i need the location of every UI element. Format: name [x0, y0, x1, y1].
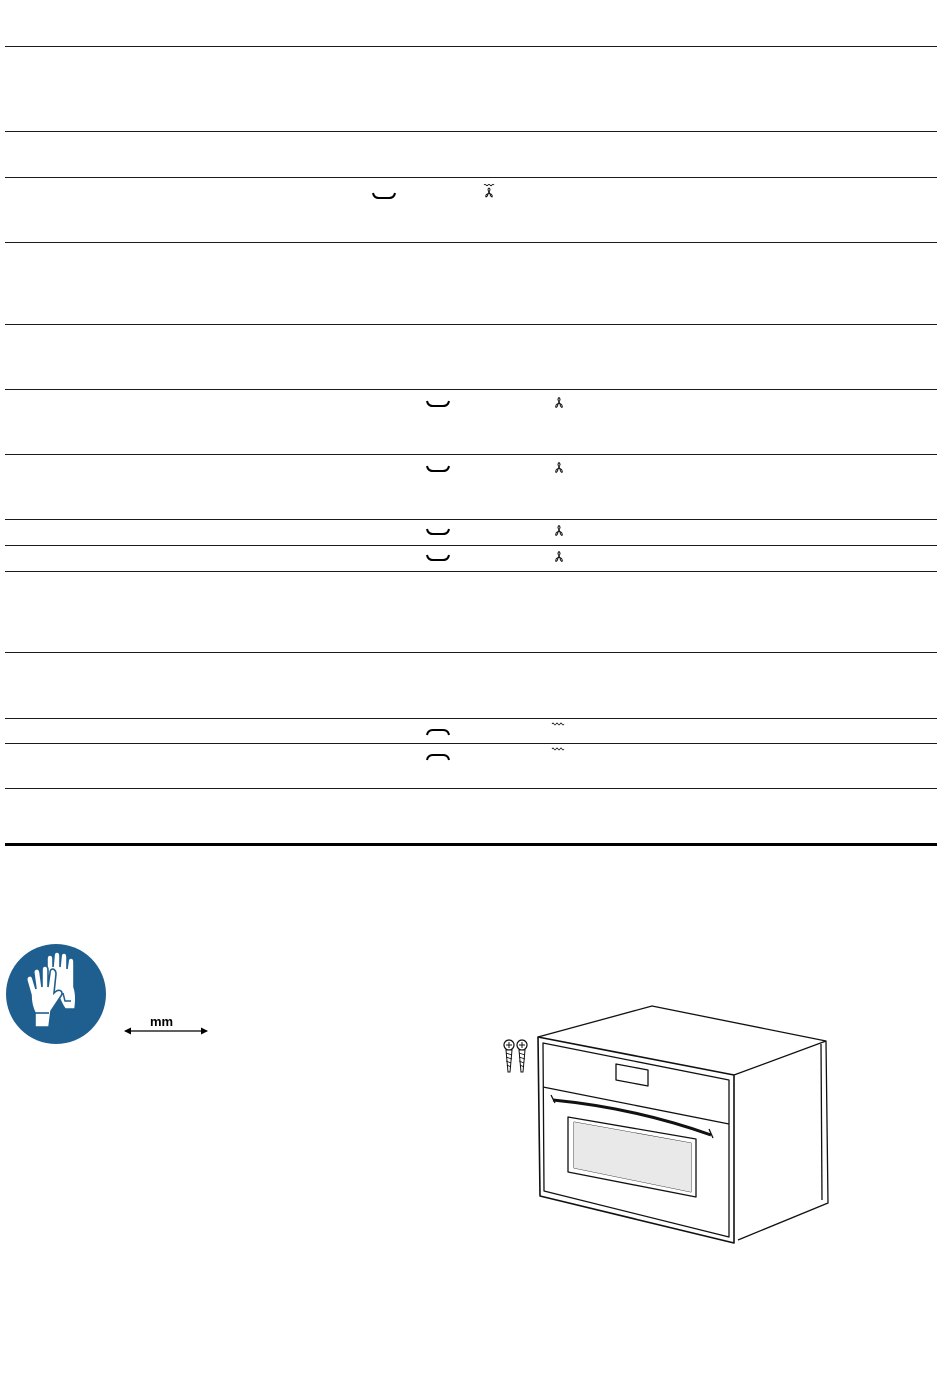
fan-icon [552, 461, 566, 475]
bottom-heat-icon [425, 463, 451, 475]
table-rule [5, 177, 937, 178]
table-rule [5, 652, 937, 653]
top-heat-icon [425, 751, 451, 763]
top-heat-icon [425, 726, 451, 738]
bottom-heat-icon [425, 552, 451, 564]
table-bottom-rule [5, 843, 937, 846]
grill-icon [551, 746, 565, 752]
table-rule [5, 131, 937, 132]
grill-icon [551, 721, 565, 727]
bottom-heat-icon [425, 398, 451, 410]
table-rule [5, 46, 937, 47]
table-rule [5, 718, 937, 719]
fan-icon [552, 396, 566, 410]
table-rule [5, 519, 937, 520]
bottom-heat-icon [371, 190, 397, 202]
table-rule [5, 389, 937, 390]
fan-icon [552, 524, 566, 538]
built-in-oven-illustration [495, 1000, 835, 1250]
screw-icon [517, 1040, 527, 1072]
table-rule [5, 545, 937, 546]
table-rule [5, 324, 937, 325]
table-rule [5, 242, 937, 243]
table-rule [5, 743, 937, 744]
screw-icon [504, 1040, 514, 1072]
unit-label: mm [150, 1014, 174, 1029]
table-rule [5, 571, 937, 572]
table-rule [5, 788, 937, 789]
fan-icon [552, 550, 566, 564]
wear-gloves-icon [5, 943, 107, 1045]
table-rule [5, 454, 937, 455]
bottom-heat-icon [425, 526, 451, 538]
hot-air-grill-icon [482, 183, 496, 199]
